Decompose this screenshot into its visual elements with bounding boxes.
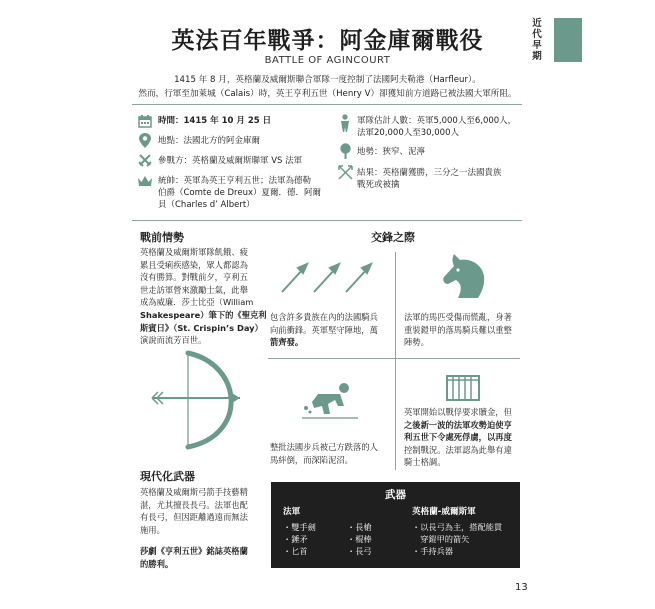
intro-text: 1415 年 8 月，英格蘭及威爾斯聯合軍隊一度控制了法國阿夫勒港（Harfleur）。 然而，行軍至加萊城（Calais）時，英王亨利五世（Henry V）卻獲知前方道路已被法國大軍所阻。 bbox=[138, 75, 517, 99]
horse-head-icon bbox=[440, 250, 488, 300]
info-result: 結果：英格蘭獲勝，三分之一法國貴族 戰死或被擒 bbox=[357, 168, 502, 190]
prewar-text: 英格蘭及威爾斯軍隊飢餓、疲 累且受痢疾感染，眾人都認為 沒有勝算。對戰前夕，亨利五 世走訪軍營來激勵士氣，此舉 成為威廉．莎士比亞（William Shakespeare）筆下的《聖克利 斯賓日》（St. Crispin’s Day） 演說而流芳百世。 bbox=[140, 247, 267, 346]
french-heading: 法軍 bbox=[283, 507, 301, 517]
page-title: 英法百年戰爭：阿金庫爾戰役 bbox=[171, 28, 484, 54]
clash-q2-text: 法軍的馬匹受傷而慌亂，身著 重裝鎧甲的落馬騎兵難以重整 陣勢。 bbox=[404, 312, 512, 348]
clash-divider-horizontal bbox=[268, 358, 520, 359]
calendar-icon bbox=[138, 114, 152, 128]
info-time: 時間：1415 年 10 月 25 日 bbox=[158, 116, 272, 126]
divider-middle bbox=[132, 220, 522, 221]
chapter-tab bbox=[554, 18, 582, 62]
page-number: 13 bbox=[515, 582, 528, 593]
prewar-heading: 戰前情勢 bbox=[140, 231, 184, 244]
weapons-title: 武器 bbox=[385, 489, 406, 501]
clash-q4-text: 英軍開始以戰俘要求贖金，但 之後新一波的法軍攻勢迫使亨 利五世下令處死俘虜，以再度 控制戰況。法軍認為此舉有違 騎士格調。 bbox=[404, 407, 512, 468]
modern-heading: 現代化武器 bbox=[140, 470, 195, 483]
info-terrain: 地勢：狹窄、泥濘 bbox=[357, 147, 426, 157]
tree-icon bbox=[339, 143, 352, 159]
arrows-icon bbox=[280, 262, 380, 296]
clash-q3-text: 整批法國步兵被己方跌落的人 馬絆倒，而深陷泥沼。 bbox=[270, 442, 378, 465]
gate-icon bbox=[446, 374, 480, 402]
french-weapons-list-2: ・長槍 ・棍棒 ・長弓 bbox=[347, 522, 372, 556]
soldier-icon bbox=[339, 114, 351, 132]
modern-text: 英格蘭及威爾斯弓箭手技藝精 湛，尤其擅長長弓。法軍也配 有長弓，但因距離過遠而無法 施用。 bbox=[140, 487, 248, 535]
location-pin-icon bbox=[139, 133, 151, 148]
longbow-icon bbox=[148, 350, 248, 450]
clash-q1-text: 包含許多貴族在內的法國騎兵 向前衝鋒。英軍堅守陣地，萬 箭齊發。 bbox=[270, 312, 378, 348]
page-subtitle: BATTLE OF AGINCOURT bbox=[264, 55, 391, 66]
swords-icon bbox=[138, 153, 152, 167]
chapter-label: 近代早期 bbox=[532, 18, 542, 62]
english-heading: 英格蘭-威爾斯軍 bbox=[412, 507, 476, 517]
modern-quote: 莎劇《亨利五世》銘誌英格蘭 的勝利。 bbox=[140, 546, 248, 569]
divider-top bbox=[132, 104, 522, 105]
info-belligerents: 參戰方：英格蘭及威爾斯聯軍 VS 法軍 bbox=[158, 156, 303, 166]
clash-divider-vertical bbox=[395, 252, 396, 470]
weapons-box bbox=[271, 482, 520, 568]
clash-heading: 交鋒之際 bbox=[371, 231, 415, 244]
crossed-arrows-icon bbox=[338, 165, 353, 180]
fallen-soldier-icon bbox=[300, 382, 360, 422]
info-place: 地點：法國北方的阿金庫爾 bbox=[158, 136, 261, 146]
crown-icon bbox=[137, 175, 153, 187]
french-weapons-list-1: ・雙手劍 ・錘矛 ・匕首 bbox=[283, 522, 316, 556]
english-weapons-list: ・以長弓為主，搭配能貫 穿鎧甲的箭矢 ・手持兵器 bbox=[412, 522, 503, 556]
info-commanders: 統帥：英軍為英王亨利五世；法軍為德勒 伯爵（Comte de Dreux）夏爾．德．阿爾 貝（Charles d’ Albert） bbox=[158, 176, 322, 210]
info-troops: 軍隊估計人數：英軍5,000人至6,000人， 法軍20,000人至30,000人 bbox=[357, 116, 517, 138]
